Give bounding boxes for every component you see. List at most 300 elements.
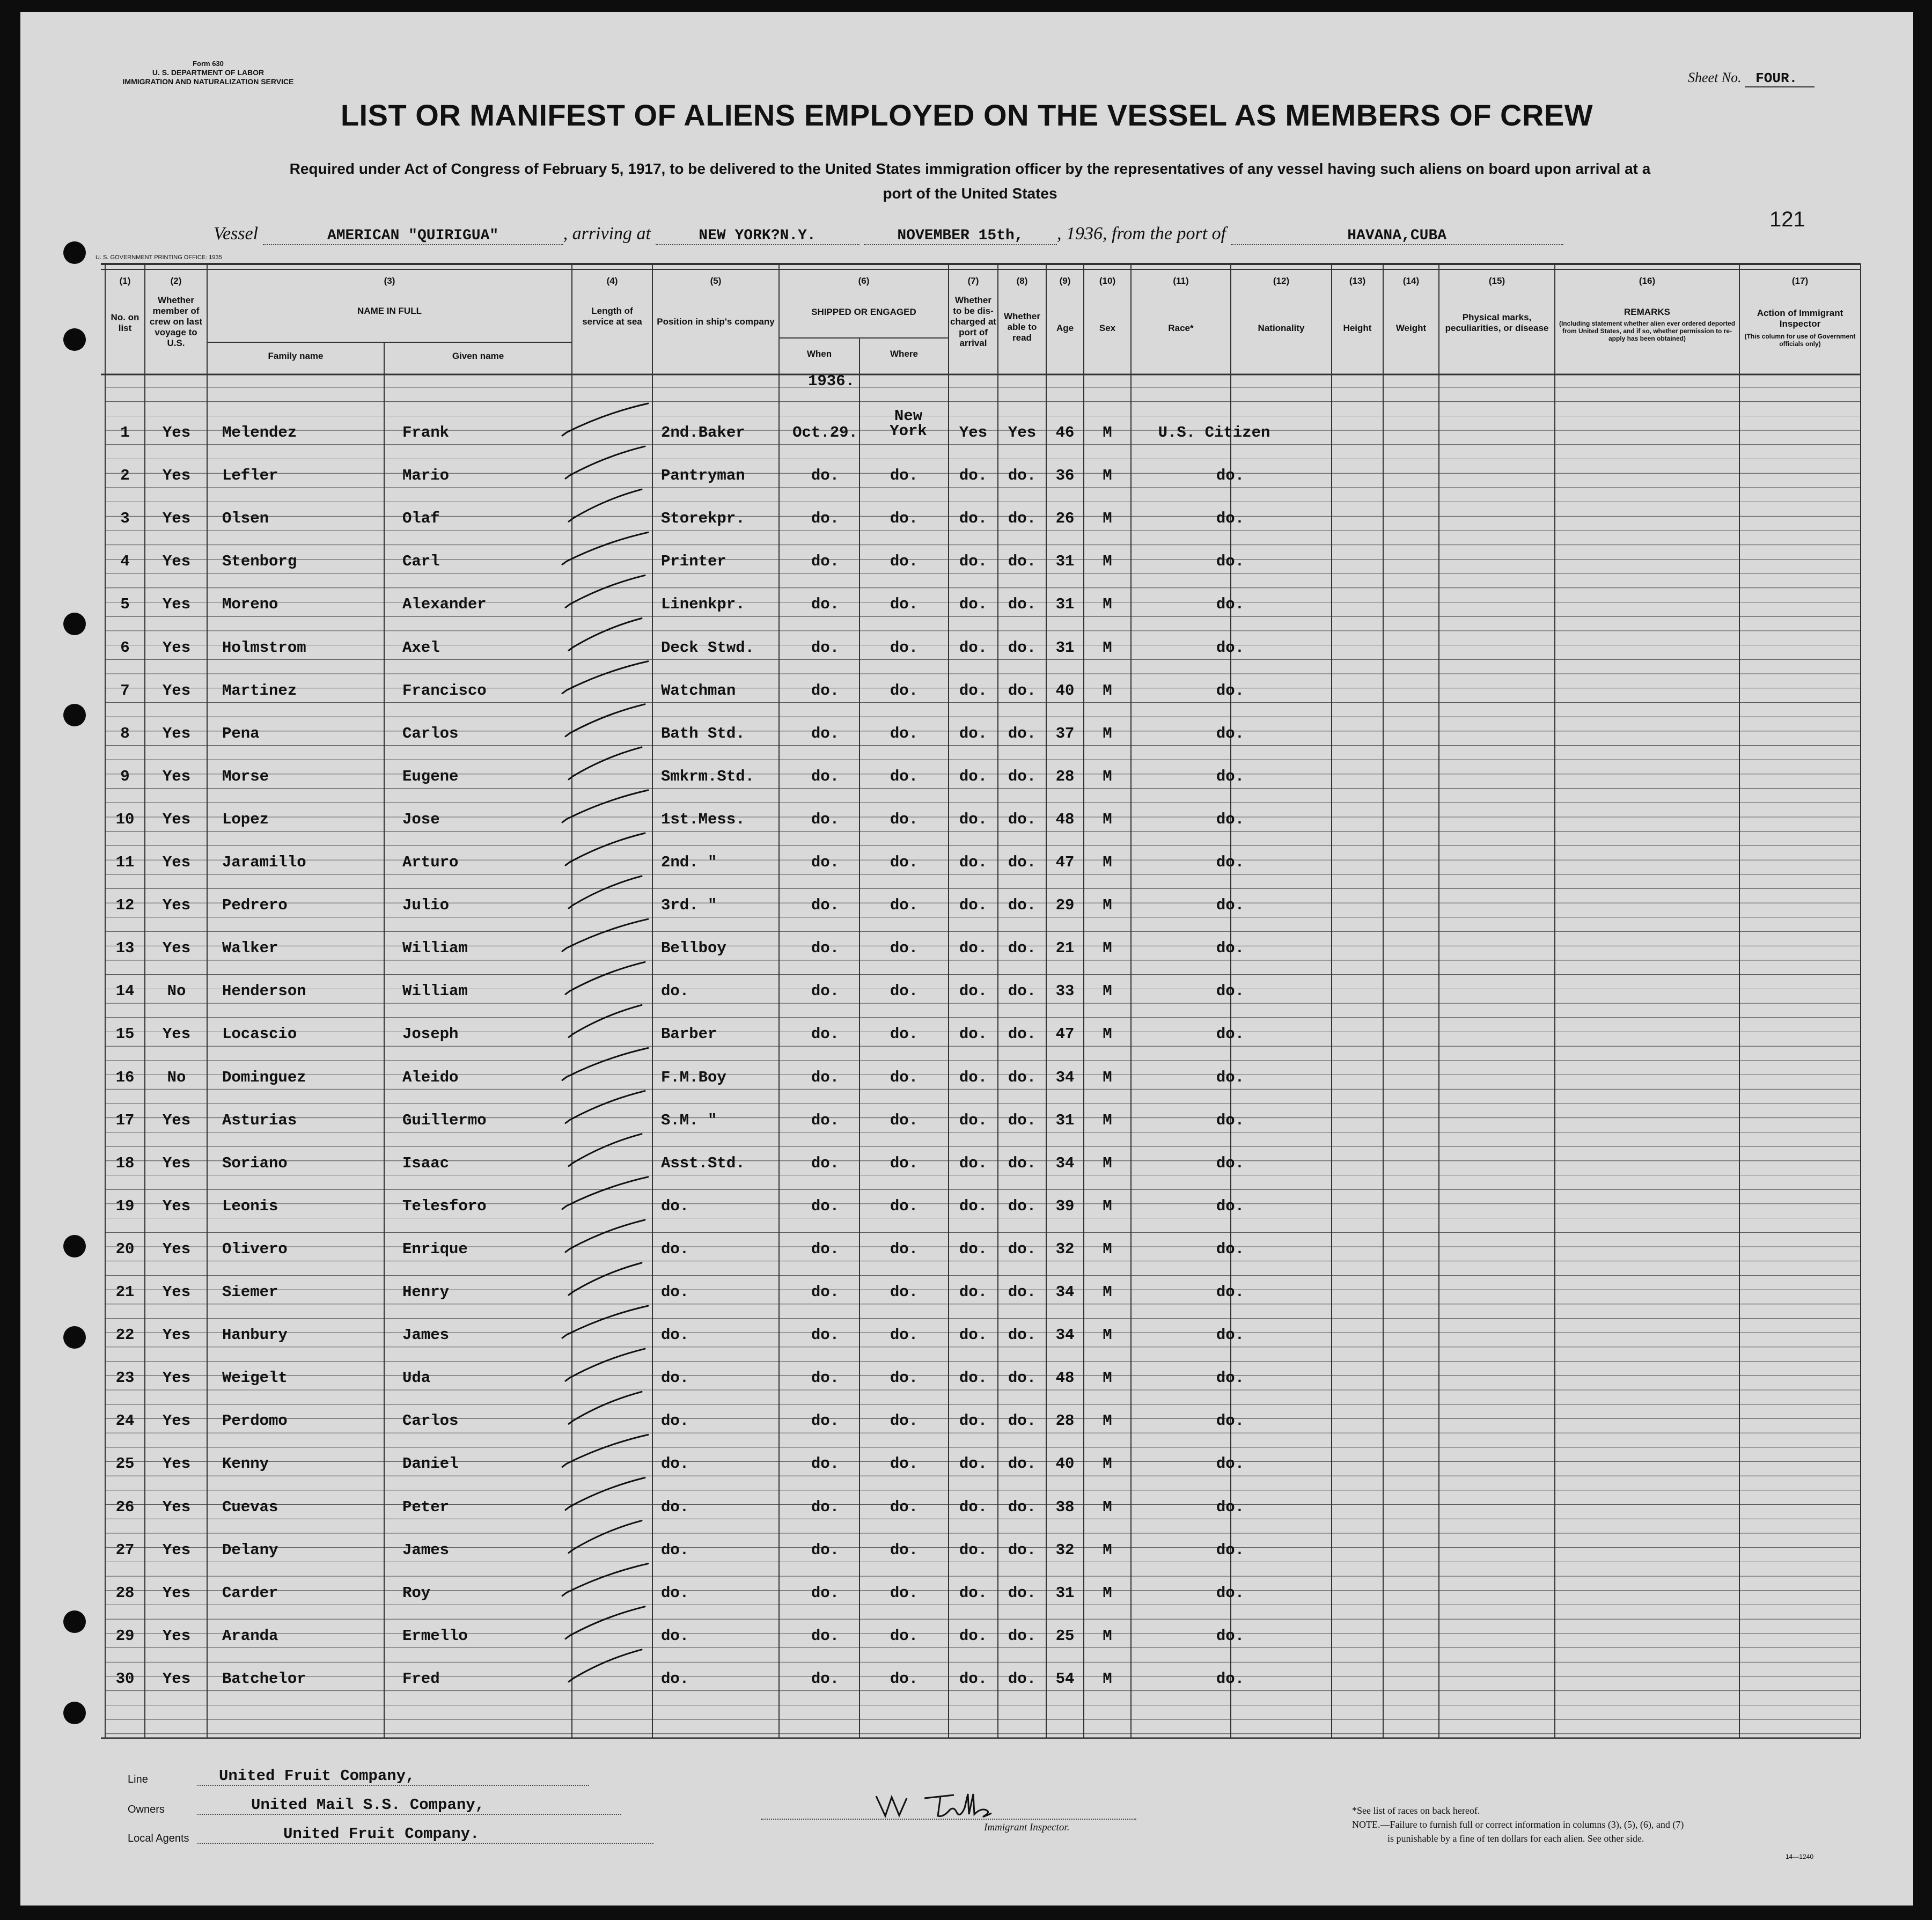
last-voyage: Yes xyxy=(162,681,191,700)
family-name: Asturias xyxy=(222,1111,297,1129)
ship-position: Bath Std. xyxy=(661,724,745,742)
given-name: Isaac xyxy=(402,1154,450,1172)
age: 21 xyxy=(1055,939,1075,958)
last-voyage: Yes xyxy=(162,810,191,828)
discharged: do. xyxy=(959,1369,988,1387)
row-number: 6 xyxy=(120,638,130,657)
discharged: do. xyxy=(959,467,988,485)
service-check-mark xyxy=(569,489,642,521)
shipped-when: do. xyxy=(811,1412,840,1430)
shipped-where: do. xyxy=(890,982,919,1001)
vessel-name: AMERICAN "QUIRIGUA" xyxy=(263,227,563,245)
shipped-where: do. xyxy=(890,553,919,571)
race: do. xyxy=(1216,1197,1245,1215)
row-number: 11 xyxy=(115,854,135,871)
given-name: Ermello xyxy=(402,1627,468,1645)
service-check-mark xyxy=(562,919,648,951)
manifest-sheet xyxy=(20,12,1913,1906)
service-name: IMMIGRATION AND NATURALIZATION SERVICE xyxy=(122,77,294,86)
service-check-mark xyxy=(562,1177,648,1209)
sex: M xyxy=(1103,1369,1112,1387)
age: 38 xyxy=(1055,1498,1075,1516)
row-number: 24 xyxy=(115,1412,135,1430)
shipped-where: do. xyxy=(890,638,919,657)
service-check-mark xyxy=(569,1650,642,1682)
shipped-when: do. xyxy=(811,553,840,571)
race: do. xyxy=(1216,1541,1245,1559)
age: 37 xyxy=(1055,724,1075,742)
header-remarks-note: (Including statement whether alien ever ordered deported from United States, and if so, whether permission to re-apply has been obtained) xyxy=(1559,320,1736,342)
discharged: do. xyxy=(959,724,988,742)
shipped-when: do. xyxy=(811,896,840,915)
family-name: Jaramillo xyxy=(222,854,306,871)
family-name: Dominguez xyxy=(222,1068,306,1086)
shipped-where: do. xyxy=(890,767,919,785)
shipped-where: do. xyxy=(890,896,919,915)
last-voyage: No xyxy=(167,1068,186,1086)
discharged: do. xyxy=(959,1669,988,1688)
sex: M xyxy=(1103,467,1112,485)
given-name: James xyxy=(402,1541,450,1559)
col-number: (11) xyxy=(1173,276,1189,286)
ship-position: do. xyxy=(661,982,689,1001)
row-number: 8 xyxy=(120,724,130,742)
line-label: Line xyxy=(128,1774,148,1785)
arrival-date: NOVEMBER 15th, xyxy=(864,227,1057,245)
age: 48 xyxy=(1055,810,1075,828)
given-name: Alexander xyxy=(402,595,487,614)
family-name: Siemer xyxy=(222,1283,278,1301)
row-number: 16 xyxy=(115,1068,135,1086)
given-name: Carlos xyxy=(402,724,459,742)
col-number: (9) xyxy=(1059,276,1071,286)
family-name: Carder xyxy=(222,1584,278,1602)
ship-position: 1st.Mess. xyxy=(661,810,745,828)
race: do. xyxy=(1216,638,1245,657)
age: 25 xyxy=(1055,1627,1075,1645)
family-name: Cuevas xyxy=(222,1498,278,1516)
last-voyage: Yes xyxy=(162,1240,191,1258)
page-number: 121 xyxy=(1769,208,1805,231)
sex: M xyxy=(1103,767,1112,785)
row-number: 20 xyxy=(115,1240,135,1258)
able-to-read: do. xyxy=(1008,1669,1037,1688)
race: do. xyxy=(1216,1111,1245,1129)
last-voyage: Yes xyxy=(162,1584,191,1602)
age: 34 xyxy=(1055,1068,1075,1086)
shipped-when: do. xyxy=(811,1154,840,1172)
port-label: , from the port of xyxy=(1103,224,1226,244)
sex: M xyxy=(1103,553,1112,571)
shipped-where: do. xyxy=(890,939,919,958)
shipped-when: do. xyxy=(811,939,840,958)
race: do. xyxy=(1216,1412,1245,1430)
able-to-read: do. xyxy=(1008,724,1037,742)
ship-position: do. xyxy=(661,1669,689,1688)
sex: M xyxy=(1103,810,1112,828)
given-name: Telesforo xyxy=(402,1197,487,1215)
shipped-when: do. xyxy=(811,1068,840,1086)
sex: M xyxy=(1103,638,1112,657)
header-given-name: Given name xyxy=(452,351,504,361)
sex: M xyxy=(1103,1154,1112,1172)
discharged: do. xyxy=(959,810,988,828)
ship-position: do. xyxy=(661,1283,689,1301)
row-number: 18 xyxy=(115,1154,135,1172)
given-name: Guillermo xyxy=(402,1111,487,1129)
shipped-where: do. xyxy=(890,1197,919,1215)
agents-value: United Fruit Company. xyxy=(197,1825,653,1844)
header-name-in-full: NAME IN FULL xyxy=(357,306,422,316)
given-name: Frank xyxy=(402,424,450,442)
last-voyage: Yes xyxy=(162,1111,191,1129)
family-name: Stenborg xyxy=(222,553,297,571)
agents-label: Local Agents xyxy=(128,1833,189,1844)
ship-position: do. xyxy=(661,1197,689,1215)
ship-position: Smkrm.Std. xyxy=(661,767,755,785)
subtitle-line-2: port of the United States xyxy=(883,185,1057,202)
sex: M xyxy=(1103,510,1112,528)
able-to-read: do. xyxy=(1008,1154,1037,1172)
discharged: do. xyxy=(959,510,988,528)
col-number: (14) xyxy=(1402,276,1420,286)
service-check-mark xyxy=(569,1263,642,1295)
shipped-when: do. xyxy=(811,638,840,657)
shipped-where: do. xyxy=(890,1326,919,1344)
row-number: 5 xyxy=(120,595,130,614)
able-to-read: do. xyxy=(1008,1197,1037,1215)
row-number: 23 xyxy=(115,1369,135,1387)
header-able-to-read: Whether able to read xyxy=(1004,311,1040,343)
race: do. xyxy=(1216,1498,1245,1516)
discharged: do. xyxy=(959,1068,988,1086)
shipped-where: do. xyxy=(890,1498,919,1516)
header-nationality: Nationality xyxy=(1258,323,1305,333)
shipped-when: do. xyxy=(811,467,840,485)
service-check-mark xyxy=(569,876,642,908)
age: 31 xyxy=(1055,1111,1075,1129)
ship-position: F.M.Boy xyxy=(661,1068,726,1086)
shipped-when: do. xyxy=(811,810,840,828)
ship-position: do. xyxy=(661,1455,689,1473)
sex: M xyxy=(1103,681,1112,700)
sex: M xyxy=(1103,1455,1112,1473)
shipped-where: do. xyxy=(890,854,919,871)
sex: M xyxy=(1103,1068,1112,1086)
able-to-read: do. xyxy=(1008,638,1037,657)
age: 54 xyxy=(1055,1669,1075,1688)
last-voyage: Yes xyxy=(162,1154,191,1172)
shipped-when: do. xyxy=(811,681,840,700)
given-name: James xyxy=(402,1326,450,1344)
col-number: (8) xyxy=(1016,276,1028,286)
col-number: (10) xyxy=(1099,276,1116,286)
sheet-number-label: Sheet No. xyxy=(1688,70,1742,85)
ship-position: do. xyxy=(661,1412,689,1430)
discharged: do. xyxy=(959,1627,988,1645)
family-name: Weigelt xyxy=(222,1369,288,1387)
header-last-voyage: Whether member of crew on last voyage to U.S. xyxy=(149,295,203,348)
discharged: Yes xyxy=(959,424,988,442)
service-check-mark xyxy=(569,1134,642,1166)
signature-line xyxy=(761,1786,1136,1820)
shipped-when: do. xyxy=(811,724,840,742)
age: 40 xyxy=(1055,1455,1075,1473)
last-voyage: No xyxy=(167,982,186,1001)
given-name: Carlos xyxy=(402,1412,459,1430)
header-family-name: Family name xyxy=(268,351,324,361)
service-check-mark xyxy=(565,1349,645,1381)
able-to-read: do. xyxy=(1008,681,1037,700)
discharged: do. xyxy=(959,1283,988,1301)
service-check-mark xyxy=(562,1306,648,1338)
arriving-label: , arriving at xyxy=(563,224,651,244)
sex: M xyxy=(1103,1669,1112,1688)
age: 31 xyxy=(1055,1584,1075,1602)
discharged: do. xyxy=(959,638,988,657)
family-name: Soriano xyxy=(222,1154,288,1172)
service-check-mark xyxy=(562,790,648,822)
service-check-mark xyxy=(565,962,645,994)
given-name: Fred xyxy=(402,1669,440,1688)
col-number: (1) xyxy=(119,276,131,286)
shipped-where: do. xyxy=(890,1541,919,1559)
race: do. xyxy=(1216,724,1245,742)
able-to-read: do. xyxy=(1008,1068,1037,1086)
shipped-where: do. xyxy=(890,1025,919,1043)
sex: M xyxy=(1103,854,1112,871)
service-check-mark xyxy=(562,1564,648,1596)
row-number: 25 xyxy=(115,1455,135,1473)
sex: M xyxy=(1103,1584,1112,1602)
shipped-when: do. xyxy=(811,1455,840,1473)
row-number: 29 xyxy=(115,1627,135,1645)
discharged: do. xyxy=(959,1584,988,1602)
family-name: Walker xyxy=(222,939,278,958)
last-voyage: Yes xyxy=(162,1197,191,1215)
last-voyage: Yes xyxy=(162,724,191,742)
race: do. xyxy=(1216,982,1245,1001)
footnote-races: *See list of races on back hereof. xyxy=(1352,1805,1480,1816)
last-voyage: Yes xyxy=(162,595,191,614)
shipped-where: New York xyxy=(890,407,927,440)
shipped-where: do. xyxy=(890,1412,919,1430)
given-name: Henry xyxy=(402,1283,450,1301)
family-name: Hanbury xyxy=(222,1326,288,1344)
row-number: 10 xyxy=(115,810,135,828)
race: U.S. Citizen xyxy=(1158,424,1270,442)
row-number: 2 xyxy=(120,467,130,485)
ship-position: Watchman xyxy=(661,681,736,700)
row-number: 17 xyxy=(115,1111,135,1129)
row-number: 4 xyxy=(120,553,130,571)
col-number: (16) xyxy=(1639,276,1656,286)
shipped-where: do. xyxy=(890,1627,919,1645)
col-number: (5) xyxy=(710,276,722,286)
last-voyage: Yes xyxy=(162,1283,191,1301)
last-voyage: Yes xyxy=(162,939,191,958)
family-name: Aranda xyxy=(222,1627,278,1645)
discharged: do. xyxy=(959,1197,988,1215)
sex: M xyxy=(1103,1283,1112,1301)
row-number: 9 xyxy=(120,767,130,785)
row-number: 3 xyxy=(120,510,130,528)
ship-position: Printer xyxy=(661,553,726,571)
given-name: Daniel xyxy=(402,1455,459,1473)
shipped-when: do. xyxy=(811,1111,840,1129)
given-name: Aleido xyxy=(402,1068,459,1086)
shipped-when: do. xyxy=(811,595,840,614)
sheet-number-value: FOUR. xyxy=(1745,70,1815,87)
able-to-read: do. xyxy=(1008,1498,1037,1516)
ship-position: 3rd. " xyxy=(661,896,717,915)
header-where: Where xyxy=(890,349,918,359)
service-check-mark xyxy=(562,532,648,564)
ship-position: Deck Stwd. xyxy=(661,638,755,657)
last-voyage: Yes xyxy=(162,1498,191,1516)
header-length-of-service: Length of service at sea xyxy=(582,306,642,327)
age: 28 xyxy=(1055,1412,1075,1430)
row-number: 1 xyxy=(120,424,130,442)
discharged: do. xyxy=(959,1455,988,1473)
header-shipped-engaged: SHIPPED OR ENGAGED xyxy=(811,307,916,317)
age: 46 xyxy=(1055,424,1075,442)
ship-position: 2nd. " xyxy=(661,854,717,871)
inspector-label: Immigrant Inspector. xyxy=(984,1822,1070,1833)
family-name: Martinez xyxy=(222,681,297,700)
header-action: Action of Immigrant Inspector xyxy=(1757,308,1843,329)
age: 33 xyxy=(1055,982,1075,1001)
race: do. xyxy=(1216,1584,1245,1602)
departure-port: HAVANA,CUBA xyxy=(1231,227,1563,245)
vessel-label: Vessel xyxy=(214,224,259,244)
given-name: Joseph xyxy=(402,1025,459,1043)
last-voyage: Yes xyxy=(162,1412,191,1430)
service-check-mark xyxy=(569,1521,642,1553)
age: 48 xyxy=(1055,1369,1075,1387)
discharged: do. xyxy=(959,1154,988,1172)
able-to-read: do. xyxy=(1008,896,1037,915)
race: do. xyxy=(1216,595,1245,614)
family-name: Pena xyxy=(222,724,260,742)
shipped-when: do. xyxy=(811,1584,840,1602)
shipped-when: do. xyxy=(811,1240,840,1258)
ship-position: do. xyxy=(661,1326,689,1344)
service-check-mark xyxy=(562,403,648,436)
family-name: Delany xyxy=(222,1541,278,1559)
service-check-mark xyxy=(569,619,642,651)
last-voyage: Yes xyxy=(162,638,191,657)
service-check-mark xyxy=(565,1220,645,1252)
col-number: (12) xyxy=(1273,276,1290,286)
age: 36 xyxy=(1055,467,1075,485)
last-voyage: Yes xyxy=(162,1369,191,1387)
row-number: 7 xyxy=(120,681,130,700)
sex: M xyxy=(1103,1541,1112,1559)
family-name: Locascio xyxy=(222,1025,297,1043)
col-number: (15) xyxy=(1488,276,1505,286)
last-voyage: Yes xyxy=(162,1669,191,1688)
able-to-read: do. xyxy=(1008,1541,1037,1559)
race: do. xyxy=(1216,1369,1245,1387)
able-to-read: do. xyxy=(1008,510,1037,528)
discharged: do. xyxy=(959,1498,988,1516)
race: do. xyxy=(1216,681,1245,700)
col-number: (3) xyxy=(384,276,395,286)
able-to-read: do. xyxy=(1008,982,1037,1001)
service-check-mark xyxy=(565,704,645,737)
shipped-where: do. xyxy=(890,510,919,528)
shipped-where: do. xyxy=(890,595,919,614)
discharged: do. xyxy=(959,1025,988,1043)
age: 34 xyxy=(1055,1326,1075,1344)
family-name: Pedrero xyxy=(222,896,288,915)
shipped-when: do. xyxy=(811,1669,840,1688)
shipped-where: do. xyxy=(890,1068,919,1086)
inspector-signature xyxy=(761,1786,1136,1819)
able-to-read: do. xyxy=(1008,1412,1037,1430)
row-number: 28 xyxy=(115,1584,135,1602)
ship-position: Asst.Std. xyxy=(661,1154,745,1172)
discharged: do. xyxy=(959,1240,988,1258)
race: do. xyxy=(1216,1025,1245,1043)
age: 40 xyxy=(1055,681,1075,700)
age: 32 xyxy=(1055,1240,1075,1258)
able-to-read: do. xyxy=(1008,1455,1037,1473)
footnote-fine: is punishable by a fine of ten dollars for each alien. See other side. xyxy=(1387,1833,1644,1844)
shipped-where: do. xyxy=(890,724,919,742)
discharged: do. xyxy=(959,1111,988,1129)
sex: M xyxy=(1103,424,1112,442)
header-remarks: REMARKS xyxy=(1624,307,1670,317)
ship-position: Storekpr. xyxy=(661,510,745,528)
row-number: 26 xyxy=(115,1498,135,1516)
race: do. xyxy=(1216,939,1245,958)
age: 34 xyxy=(1055,1154,1075,1172)
age: 47 xyxy=(1055,1025,1075,1043)
department-name: U. S. DEPARTMENT OF LABOR xyxy=(152,68,265,77)
given-name: Roy xyxy=(402,1584,431,1602)
able-to-read: do. xyxy=(1008,1627,1037,1645)
race: do. xyxy=(1216,1326,1245,1344)
given-name: Eugene xyxy=(402,767,459,785)
row-number: 27 xyxy=(115,1541,135,1559)
sex: M xyxy=(1103,1025,1112,1043)
shipped-when: do. xyxy=(811,1369,840,1387)
header-no-on-list: No. on list xyxy=(111,312,139,333)
able-to-read: do. xyxy=(1008,1584,1037,1602)
family-name: Olsen xyxy=(222,510,269,528)
discharged: do. xyxy=(959,595,988,614)
service-check-mark xyxy=(562,1435,648,1467)
shipped-where: do. xyxy=(890,1584,919,1602)
able-to-read: do. xyxy=(1008,854,1037,871)
service-check-mark xyxy=(569,747,642,779)
able-to-read: do. xyxy=(1008,939,1037,958)
able-to-read: do. xyxy=(1008,810,1037,828)
family-name: Henderson xyxy=(222,982,306,1001)
given-name: Francisco xyxy=(402,681,487,700)
discharged: do. xyxy=(959,767,988,785)
race: do. xyxy=(1216,1240,1245,1258)
shipped-where: do. xyxy=(890,467,919,485)
able-to-read: do. xyxy=(1008,1240,1037,1258)
header-action-note: (This column for use of Government officials only) xyxy=(1744,333,1856,348)
col-number: (17) xyxy=(1791,276,1809,286)
last-voyage: Yes xyxy=(162,510,191,528)
family-name: Melendez xyxy=(222,424,297,442)
given-name: Jose xyxy=(402,810,440,828)
